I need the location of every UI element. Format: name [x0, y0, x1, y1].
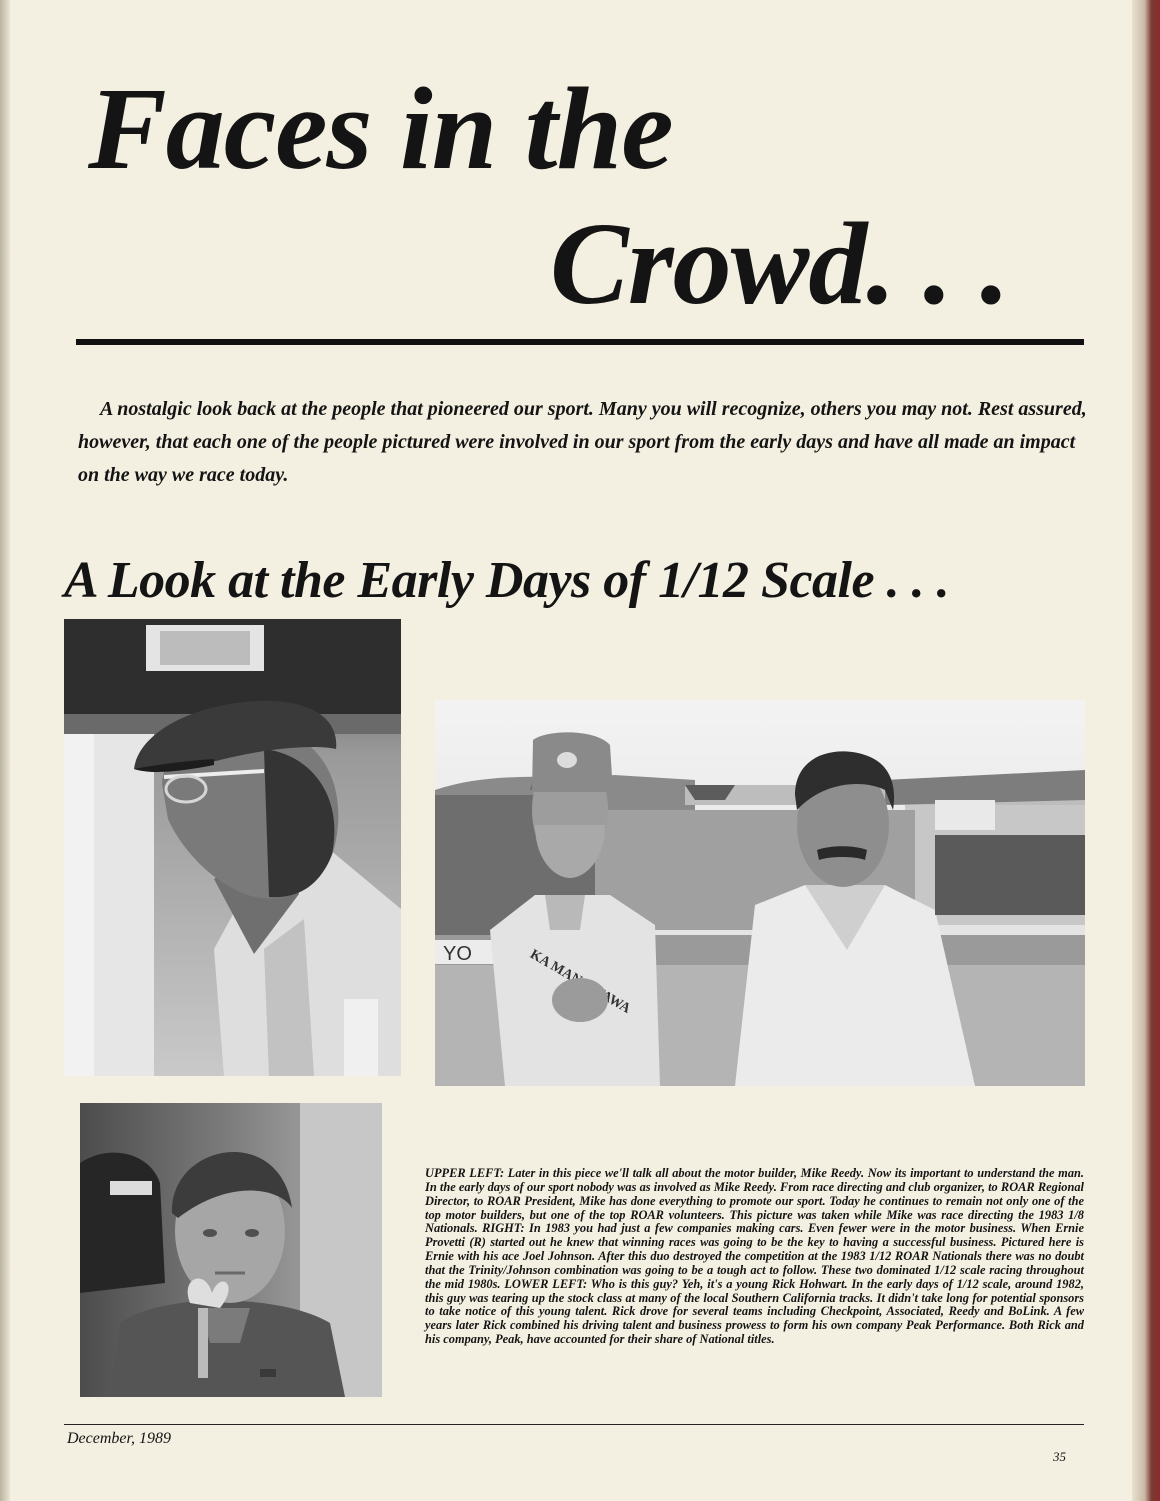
photo-right: [435, 700, 1085, 1086]
page-binding-right: [1132, 0, 1160, 1501]
article-title-line-1: Faces in the: [88, 63, 673, 194]
footer-divider: [64, 1424, 1084, 1425]
photo-upper-left-image: [64, 619, 401, 1076]
photo-lower-left: [80, 1103, 382, 1397]
page-number: 35: [1053, 1449, 1066, 1464]
title-divider: [76, 339, 1084, 345]
page-binding-left: [0, 0, 10, 1501]
photo-right-image: [435, 700, 1085, 1086]
photo-lower-left-image: [80, 1103, 382, 1397]
photo-upper-left: [64, 619, 401, 1076]
article-title-line-2: Crowd. . .: [550, 198, 1009, 329]
photo-shirt-text: KA MANA WAWA: [527, 947, 633, 1017]
section-subtitle: A Look at the Early Days of 1/12 Scale . . .: [64, 552, 950, 609]
photo-sign-left: YO: [443, 943, 472, 965]
photo-caption: UPPER LEFT: Later in this piece we'll talk all about the motor builder, Mike Reedy. Now its important to understand the man. In the early days of our sport nobody was as involved as Mike Reedy. From race directing and club organizer, to ROAR Regional Director, to ROAR President, Mike has done everything to promote our sport. Today he continues to remain not only one of the top motor builders, but one of the top ROAR volunteers. This picture was taken while Mike was race directing the 1983 1/8 Nationals. RIGHT: In 1983 you had just a few companies making cars. Even fewer were in the motor business. When Ernie Provetti (R) started out he knew that winning races was going to be the key to having a successful business. Pictured here is Ernie with his ace Joel Johnson. After this duo destroyed the competition at the 1983 1/12 ROAR Nationals there was no doubt that the Trinity/Johnson combination was going to be a tough act to follow. These two dominated 1/12 scale racing throughout the mid 1980s. LOWER LEFT: Who is this guy? Yeh, it's a young Rick Hohwart. In the early days of 1/12 scale, around 1982, this guy was tearing up the stock class at many of the local Southern California tracks. It didn't take long for potential sponsors to take notice of this young talent. Rick drove for several teams including Checkpoint, Associated, Reedy and BoLink. A few years later Rick combined his driving talent and business prowess to form his own company Peak Performance. Both Rick and his company, Peak, have accounted for their share of National titles.: [425, 1166, 1084, 1347]
article-intro: A nostalgic look back at the people that pioneered our sport. Many you will recognize, others you may not. Rest assured, however, that each one of the people pictured were involved in our sport from the early days and have all made an impact on the way we race today.: [78, 398, 1087, 486]
issue-date: December, 1989: [67, 1430, 171, 1447]
